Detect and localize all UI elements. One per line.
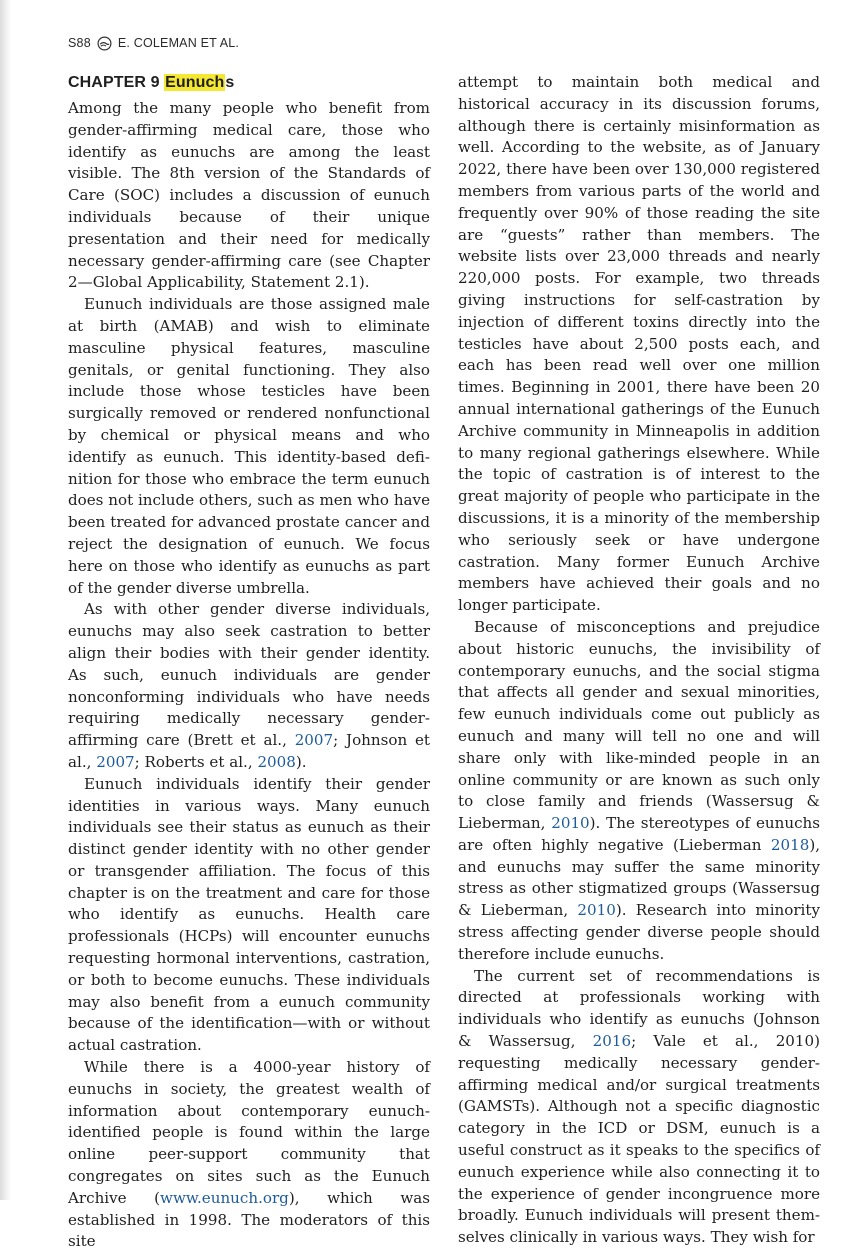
citation-link[interactable]: 2010 <box>551 814 590 833</box>
citation-link[interactable]: 2007 <box>294 731 334 750</box>
citation-link[interactable]: 2016 <box>592 1032 632 1051</box>
chapter-heading <box>68 72 430 94</box>
paragraph: Eunuch individuals identify their gender identities in various ways. Many eunuch individuals see their status as eunuch as their distinct gender identity with no other gender or transgender affiliation. The focus of this chapter is on the treatment and care for those who identify as eunuchs. Health care professionals (HCPs) will encounter eunuchs requesting hormonal interventions, castration, or both to become eunuchs. These individuals may also benefit from a eunuch community because of the identification—with or without actual castration. <box>68 774 430 1055</box>
paragraph-text: ; Roberts et al., <box>134 752 258 771</box>
paragraph-text: ; Johnson et al., <box>68 731 430 771</box>
right-column <box>458 72 820 1249</box>
paragraph-text: The current set of recommendations is directed at professionals working with individuals who identify as eunuchs (Johnson & Wassersug, <box>458 966 820 1051</box>
paragraph-text: As with other gender diverse individuals, eunuchs may also seek castration to better align their bodies with their gender identity. As such, eunuch individuals are gender nonconforming individuals who have needs requiring medically necessary gender-affirming care (Brett et al., <box>68 600 430 750</box>
chapter-label: CHAPTER 9 <box>68 74 160 91</box>
left-column <box>68 72 430 1253</box>
citation-link[interactable]: 2007 <box>96 752 135 771</box>
paragraph: attempt to maintain both medical and historical accuracy in its discussion forums, although there is certainly misinformation as well. According to the website, as of January 2022, there have been over 130,000 registered members from various parts of the world and frequently over 90% of those reading the site are “guests” rather than members. The website lists over 23,000 threads and nearly 220,000 posts. For example, two threads giving instructions for self-castration by injection of different toxins directly into the testicles have about 2,500 posts each, and each has been read well over one million times. Beginning in 2001, there have been 20 annual international gatherings of the Eunuch Archive community in Minneapolis in addition to many regional gatherings elsewhere. While the topic of castration is of interest to the great majority of people who participate in the discussions, it is a minority of the membership who seriously seek or have undergone castration. Many former Eunuch Archive members have achieved their goals and no longer participate. <box>458 73 820 615</box>
paragraph: Among the many people who benefit from gender-affirming medical care, those who identify as eunuchs are among the least visible. The 8th version of the Standards of Care (SOC) includes a discussion of eunuch individuals because of their unique presentation and their need for medically necessary gender-affirming care (see Chapter 2—Global Applicability, Statement 2.1). <box>68 99 430 292</box>
page-number: S88 <box>68 36 91 50</box>
journal-logo-icon <box>97 36 112 51</box>
paragraph <box>458 617 820 966</box>
paragraph <box>458 966 820 1249</box>
paragraph-text: ). <box>295 752 307 771</box>
chapter-title-highlighted: Eunuch <box>165 74 225 91</box>
running-header-authors: E. COLEMAN ET AL. <box>117 36 240 50</box>
page-edge <box>0 0 12 1200</box>
chapter-title-suffix: s <box>225 74 235 91</box>
paragraph-text: ), and eunuchs may suffer the same minority stress as other stigmatized groups (Wassersug & Lieberman, <box>458 835 820 920</box>
paragraph-text: Because of misconceptions and prejudice about historic eunuchs, the invisibility of contemporary eunuchs, and the social stigma that affects all gender and sexual minorities, few eunuch individuals come out publicly as eunuch and many will tell no one and will share only with like-minded people in an online community or are known as such only to close family and friends (Wassersug & Lieberman, <box>458 617 820 833</box>
paragraph-text: ; Vale et al., 2010) requesting medically necessary gender-affirming medical and/or surgical treatments (GAMSTs). Although not a specific diagnostic category in the ICD or DSM, eunuch is a useful construct as it speaks to the specifics of eunuch experience while also connecting it to the experience of gender incongruence more broadly. Eunuch individuals will present themselves clinically in various ways. They wish for <box>458 1032 820 1247</box>
website-link[interactable]: www.eunuch.org <box>160 1188 289 1207</box>
citation-link[interactable]: 2008 <box>257 752 296 771</box>
paragraph <box>68 599 430 773</box>
paragraph-text: While there is a 4000-year history of eunuchs in society, the greatest wealth of information about contemporary eunuch-identified people is found within the large online peer-support community that congregates on sites such as the Eunuch Archive ( <box>68 1058 430 1207</box>
citation-link[interactable]: 2010 <box>577 901 616 920</box>
paragraph <box>68 1057 430 1253</box>
paragraph-text: ). The stereotypes of eunuchs are often highly negative (Lieberman <box>458 814 820 854</box>
citation-link[interactable]: 2018 <box>770 835 810 854</box>
paragraph: Eunuch individuals are those assigned male at birth (AMAB) and wish to eliminate masculine physical features, masculine genitals, or genital functioning. They also include those whose testicles have been surgically removed or rendered nonfunctional by chemical or physical means and who identify as eunuch. This identity-based definition for those who embrace the term eunuch does not include others, such as men who have been treated for advanced prostate cancer and reject the designation of eunuch. We focus here on those who identify as eunuchs as part of the gender diverse umbrella. <box>68 295 430 597</box>
paragraph-text: ). Research into minority stress affecting gender diverse people should therefore include eunuchs. <box>458 901 820 963</box>
running-header <box>68 34 239 52</box>
paragraph-text: ), which was established in 1998. The moderators of this site <box>68 1188 431 1251</box>
